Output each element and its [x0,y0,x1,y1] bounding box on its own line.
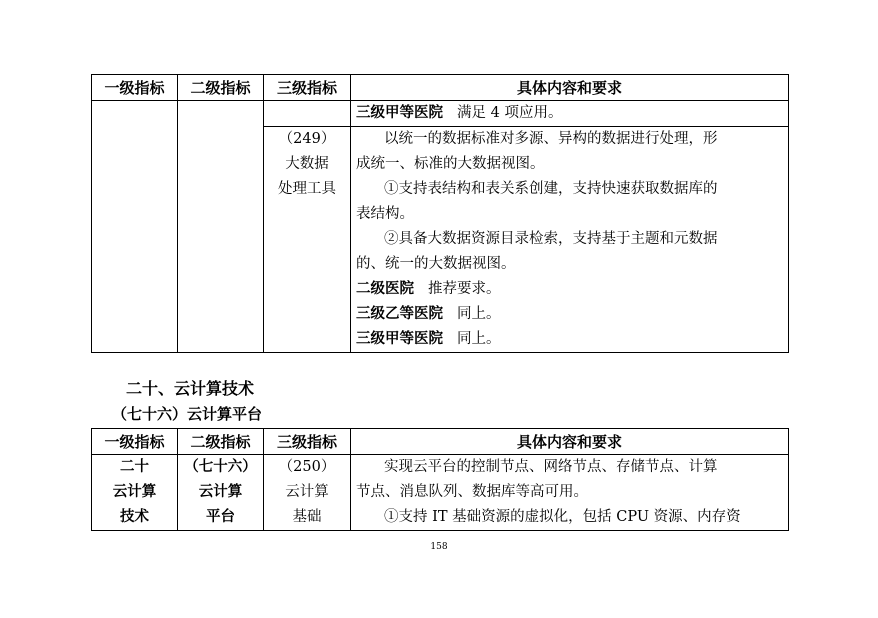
item-line: 表结构。 [356,206,414,222]
requirement-line [351,277,788,302]
table-row [92,455,789,531]
level1-line: 二十 [120,459,149,475]
header-level2: 二级指标 [178,75,264,101]
page-number: 158 [430,542,448,552]
description-line: 节点、消息队列、数据库等高可用。 [356,484,588,500]
item-line: ②具备大数据资源目录检索，支持基于主题和元数据 [384,231,718,247]
hospital-level: 三级甲等医院 [356,331,443,347]
requirement-text: 满足 4 项应用。 [457,105,563,121]
level2-cell [178,455,264,531]
content-cell [351,101,789,127]
subsection-title: （七十六）云计算平台 [112,405,263,423]
requirement-text: 推荐要求。 [428,281,501,297]
hospital-level: 二级医院 [356,281,414,297]
level2-line: 平台 [206,509,235,525]
level3-cell [264,127,351,353]
requirement-text: 同上。 [457,331,501,347]
indicator-number: （250） [278,459,336,475]
header-level2: 二级指标 [178,429,264,455]
item-line: ①支持表结构和表关系创建，支持快速获取数据库的 [384,181,718,197]
indicator-table-2 [91,428,789,531]
requirement-line [351,101,788,126]
level3-cell [264,101,351,127]
level1-line: 技术 [120,509,149,525]
level1-line: 云计算 [112,484,157,500]
table-header-row [92,429,789,455]
indicator-name-line: 处理工具 [278,181,336,197]
level2-line: 云计算 [198,484,243,500]
level3-cell [264,455,351,531]
level1-cell [92,101,178,353]
indicator-name-line: 云计算 [285,484,329,500]
requirement-text: 同上。 [457,306,501,322]
description-line: 以统一的数据标准对多源、异构的数据进行处理，形 [384,131,718,147]
indicator-name-line: 基础 [292,509,322,525]
header-content: 具体内容和要求 [351,75,789,101]
table-header-row [92,75,789,101]
item-line: 的、统一的大数据视图。 [356,256,516,272]
description-line: 实现云平台的控制节点、网络节点、存储节点、计算 [384,459,718,475]
indicator-table-1 [91,74,789,353]
requirement-line [351,302,788,327]
header-content: 具体内容和要求 [351,429,789,455]
indicator-name-line: 大数据 [285,156,329,172]
requirement-line [351,327,788,352]
item-line: ①支持 IT 基础资源的虚拟化，包括 CPU 资源、内存资 [384,509,741,525]
content-cell [351,127,789,353]
content-cell [351,455,789,531]
indicator-number: （249） [278,131,336,147]
level2-line: （七十六） [184,459,257,475]
hospital-level: 三级乙等医院 [356,306,443,322]
description-line: 成统一、标准的大数据视图。 [356,156,545,172]
header-level3: 三级指标 [264,75,351,101]
header-level1: 一级指标 [92,75,178,101]
header-level1: 一级指标 [92,429,178,455]
header-level3: 三级指标 [264,429,351,455]
section-title: 二十、云计算技术 [126,379,255,398]
level2-cell [178,101,264,353]
table-row [92,101,789,127]
level1-cell [92,455,178,531]
hospital-level: 三级甲等医院 [356,105,443,121]
